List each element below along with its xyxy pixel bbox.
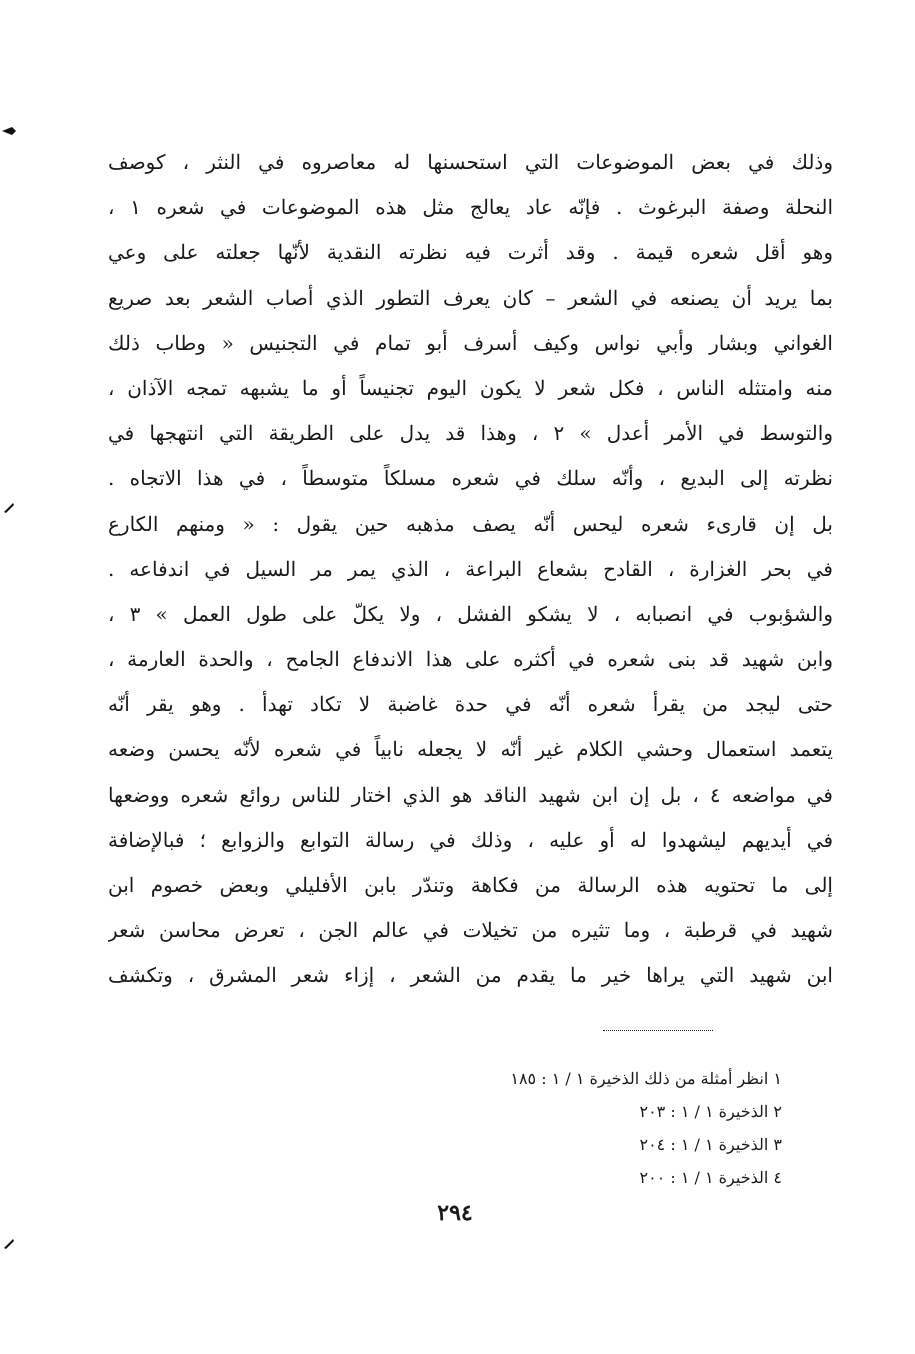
text-line: في أيديهم ليشهدوا له أو عليه ، وذلك في رسالة التوابع والزوابع ؛ فبالإضافة	[108, 827, 833, 852]
text-line: إلى ما تحتويه هذه الرسالة من فكاهة وتندّر بابن الأفليلي وبعض خصوم ابن	[108, 873, 833, 897]
footnote-separator	[603, 1030, 713, 1031]
text-line: حتى ليجد من يقرأ شعره أنّه في حدة غاضبة لا تكاد تهدأ . وهو يقر أنّه	[108, 692, 833, 717]
text-line: ابن شهيد التي يراها خير ما يقدم من الشعر ، إزاء شعر المشرق ، وتكشف	[108, 963, 833, 988]
footnotes	[420, 1062, 782, 1194]
text-line: وهو أقل شعره قيمة . وقد أثرت فيه نظرته النقدية لأنّها جعلته على وعي	[108, 240, 833, 265]
page-number: ٢٩٤	[437, 1200, 473, 1226]
text-line: النحلة وصفة البرغوث . فإنّه عاد يعالج مثل هذه الموضوعات في شعره ١ ،	[108, 195, 833, 220]
text-line: في بحر الغزارة ، القادح بشعاع البراعة ، الذي يمر مر السيل في اندفاعه .	[108, 556, 833, 581]
footnote: ١ انظر أمثلة من ذلك الذخيرة ١ / ١ : ١٨٥	[510, 1069, 782, 1088]
binding-mark-icon	[2, 500, 16, 514]
text-line: في مواضعه ٤ ، بل إن ابن شهيد الناقد هو الذي اختار للناس روائع شعره ووضعها	[108, 782, 833, 807]
text-line: بما يريد أن يصنعه في الشعر – كان يعرف التطور الذي أصاب الشعر بعد صريع	[108, 285, 833, 310]
footnote: ٣ الذخيرة ١ / ١ : ٢٠٤	[639, 1135, 782, 1154]
text-line: يتعمد استعمال وحشي الكلام غير أنّه لا يجعله نابياً في شعره لأنّه يحسن وضعه	[108, 737, 833, 762]
text-line: وابن شهيد قد بنى شعره في أكثره على هذا الاندفاع الجامح ، والحدة العارمة ،	[108, 647, 833, 672]
body-text	[108, 140, 833, 999]
text-line: منه وامتثله الناس ، فكل شعر لا يكون اليوم تجنيساً أو ما يشبهه تمجه الآذان ،	[108, 375, 833, 400]
text-line: والشؤبوب في انصبابه ، لا يشكو الفشل ، ولا يكلّ على طول العمل » ٣ ،	[108, 601, 833, 626]
text-line: نظرته إلى البديع ، وأنّه سلك في شعره مسلكاً متوسطاً ، في هذا الاتجاه .	[108, 466, 833, 491]
text-line: والتوسط في الأمر أعدل » ٢ ، وهذا قد يدل على الطريقة التي انتهجها في	[108, 421, 833, 446]
binding-mark-icon	[2, 124, 16, 138]
text-line: الغواني وبشار وأبي نواس وكيف أسرف أبو تمام في التجنيس « وطاب ذلك	[108, 330, 833, 355]
text-line: شهيد في قرطبة ، وما تثيره من تخيلات في عالم الجن ، تعرض محاسن شعر	[108, 918, 833, 943]
text-line: بل إن قارىء شعره ليحس أنّه يصف مذهبه حين يقول : « ومنهم الكارع	[108, 511, 833, 536]
footnote: ٤ الذخيرة ١ / ١ : ٢٠٠	[639, 1168, 782, 1187]
text-line: وذلك في بعض الموضوعات التي استحسنها له معاصروه في النثر ، كوصف	[108, 150, 833, 174]
binding-mark-icon	[2, 1236, 16, 1250]
footnote: ٢ الذخيرة ١ / ١ : ٢٠٣	[639, 1102, 782, 1121]
